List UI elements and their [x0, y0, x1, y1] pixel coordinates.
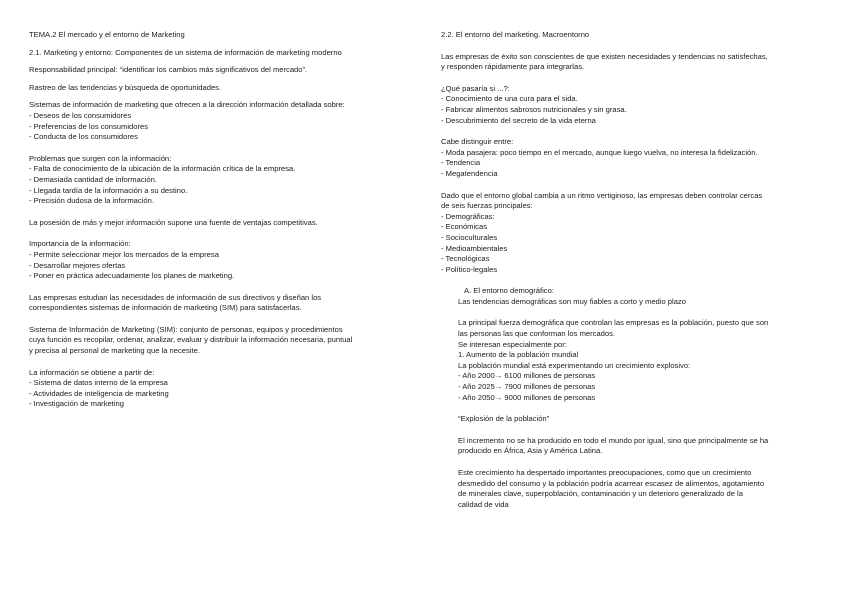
paragraph-line: calidad de vida [458, 499, 509, 509]
paragraph-line: Las empresas estudian las necesidades de información de sus directivos y diseñan los [29, 292, 322, 302]
list-item: - Económicas [441, 222, 488, 232]
paragraph-line: cuya función es recopilar, ordenar, analizar, evaluar y distribuir la información necesaria, puntual [29, 335, 353, 345]
list-item: - Megatendencia [441, 168, 498, 178]
list-item: - Tendencia [441, 158, 481, 168]
list-item: - Falta de conocimiento de la ubicación de la información crítica de la empresa. [29, 164, 296, 174]
aumento-heading: 1. Aumento de la población mundial [458, 350, 579, 360]
paragraph-line: El incremento no se ha producido en todo el mundo por igual, sino que principalmente se ha [458, 435, 769, 445]
list-item: - Moda pasajera: poco tiempo en el mercado, aunque luego vuelva, no interesa la fidelización. [441, 147, 758, 157]
list-item: - Demográficas: [441, 211, 495, 221]
demografico-line: Las tendencias demográficas son muy fiables a corto y medio plazo [458, 296, 686, 306]
list-item: - Medioambientales [441, 243, 508, 253]
list-item: - Fabricar alimentos sabrosos nutricionales y sin grasa. [441, 104, 627, 114]
sistemas-intro: Sistemas de información de marketing que ofrecen a la dirección información detallada sobre: [29, 100, 345, 110]
paragraph-line: desmedido del consumo y la población podría acarrear escasez de alimentos, agotamiento [458, 478, 765, 488]
list-item: - Poner en práctica adecuadamente los planes de marketing. [29, 271, 235, 281]
paragraph-line: Este crecimiento ha despertado importantes preocupaciones, como que un crecimiento [458, 468, 752, 477]
list-item: - Político-legales [441, 264, 498, 274]
list-item: - Descubrimiento del secreto de la vida eterna [441, 115, 596, 125]
list-item: - Precisión dudosa de la información. [29, 196, 154, 206]
list-item: - Preferencias de los consumidores [29, 121, 149, 131]
crecimiento-text: La población mundial está experimentando un crecimiento explosivo: [458, 360, 691, 370]
list-item: - Tecnológicas [441, 254, 490, 264]
list-item: - Sistema de datos interno de la empresa [29, 378, 168, 388]
list-item: - Desarrollar mejores ofertas [29, 260, 126, 270]
list-item: - Año 2050→ 9000 millones de personas [458, 392, 596, 402]
paragraph-line: las personas las que conforman los mercados. [458, 329, 616, 339]
que-pasaria-intro: ¿Qué pasaría si ...?: [441, 83, 510, 93]
paragraph-line: y responden rápidamente para integrarlas. [441, 62, 585, 72]
list-item: - Socioculturales [441, 232, 498, 242]
paragraph-line: Sistema de Información de Marketing (SIM): conjunto de personas, equipos y procedimientos [29, 324, 343, 334]
list-item: - Año 2025→ 7900 millones de personas [458, 382, 596, 392]
list-item: - Llegada tardía de la información a su destino. [29, 185, 188, 195]
problemas-intro: Problemas que surgen con la información: [29, 153, 172, 163]
doc-title: TEMA.2 El mercado y el entorno de Marketing [29, 30, 185, 39]
paragraph-line: de seis fuerzas principales: [441, 201, 533, 211]
rastreo-text: Rastreo de las tendencias y búsqueda de oportunidades. [29, 82, 222, 92]
demografico-heading: A. El entorno demográfico: [464, 286, 554, 296]
obtiene-intro: La información se obtiene a partir de: [29, 367, 155, 377]
paragraph-line: correspondientes sistemas de información de marketing (SIM) para satisfacerlas. [29, 303, 302, 313]
section-heading: 2.2. El entorno del marketing. Macroentorno [441, 30, 590, 39]
list-item: - Año 2000→ 6100 millones de personas [458, 371, 596, 381]
list-item: - Conducta de los consumidores [29, 132, 138, 142]
section-subtitle: 2.1. Marketing y entorno: Componentes de un sistema de información de marketing moderno [29, 47, 342, 57]
explosion-quote: “Explosión de la población” [458, 414, 550, 424]
list-item: - Demasiada cantidad de información. [29, 174, 157, 184]
right-column [441, 30, 831, 510]
list-item: - Investigación de marketing [29, 399, 124, 409]
list-item: - Actividades de inteligencia de marketing [29, 388, 169, 398]
responsabilidad-text: Responsabilidad principal: “identificar los cambios más significativos del mercado”. [29, 65, 308, 75]
cabe-intro: Cabe distinguir entre: [441, 137, 514, 147]
left-column [29, 30, 409, 410]
paragraph-line: de minerales clave, superpoblación, contaminación y un deterioro generalizado de la [458, 489, 743, 499]
paragraph-line: Dado que el entorno global cambia a un ritmo vertiginoso, las empresas deben controlar cercas [441, 190, 763, 200]
posesion-text: La posesión de más y mejor información supone una fuente de ventajas competitivas. [29, 217, 318, 227]
paragraph-line: La principal fuerza demográfica que controlan las empresas es la población, puesto que son [458, 318, 769, 328]
paragraph-line: producido en África, Asia y América Latina. [458, 446, 603, 456]
paragraph-line: y precisa al personal de marketing que la necesite. [29, 346, 200, 356]
list-item: - Conocimiento de una cura para el sida. [441, 94, 578, 104]
list-item: - Permite seleccionar mejor los mercados de la empresa [29, 249, 219, 259]
importancia-intro: Importancia de la información: [29, 239, 131, 249]
list-item: - Deseos de los consumidores [29, 110, 132, 120]
paragraph-line: Las empresas de éxito son conscientes de que existen necesidades y tendencias no satisfechas, [441, 51, 768, 61]
paragraph-line: Se interesan especialmente por: [458, 339, 567, 349]
